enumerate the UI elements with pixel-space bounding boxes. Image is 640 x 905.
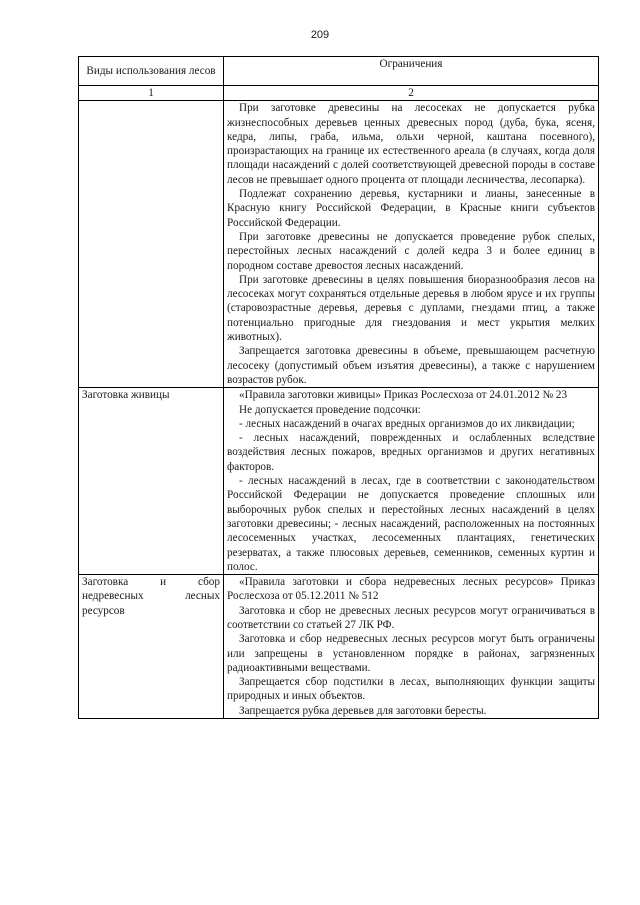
restriction-paragraph: Запрещается сбор подстилки в лесах, выполняющих функции защиты природных и иных объектов.: [227, 676, 595, 703]
forest-use-type: Заготовка живицы: [79, 388, 224, 575]
restriction-paragraph: - лесных насаждений в очагах вредных организмов до их ликвидации;: [239, 417, 575, 430]
restriction-paragraph: Запрещается рубка деревьев для заготовки бересты.: [239, 704, 487, 717]
restriction-paragraph: При заготовке древесины в целях повышения биоразнообразия лесов на лесосеках могут сохраняться отдельные деревья в любом ярусе и их группы (старовозрастные деревья, деревья с дуплами, гнездами птиц, а также потенциально пригодные для гнездования и мест укрытия мелких животных).: [227, 273, 595, 344]
table-row: [79, 388, 599, 575]
restriction-paragraph: При заготовке древесины на лесосеках не допускается рубка жизнеспособных деревьев ценных древесных пород (дуба, бука, ясеня, кедра, липы, граба, ильма, ольхи черной, каштана посевного), произрастающих на границе их естественного ареала (в случаях, когда доля площади насаждений с долей соответствующей древесной породы в составе лесов не превышает одного процента от площади лесничества, лесопарка).: [227, 102, 595, 186]
restriction-paragraph: «Правила заготовки и сбора недревесных лесных ресурсов» Приказ Рослесхоза от 05.12.2011 № 512: [227, 576, 595, 603]
column-number-row: [79, 86, 599, 101]
header-restrictions: Ограничения: [224, 57, 599, 86]
restriction-paragraph: Заготовка и сбор недревесных лесных ресурсов могут быть ограничены или запрещены в установленном порядке в районах, загрязненных радиоактивными веществами.: [227, 633, 595, 674]
restriction-paragraph: При заготовке древесины не допускается проведение рубок спелых, перестойных лесных насаждений с долей кедра 3 и более единиц в породном составе древостоя лесных насаждений.: [227, 230, 595, 272]
restriction-paragraph: - лесных насаждений в лесах, где в соответствии с законодательством Российской Федерации не допускается проведение сплошных или выборочных рубок спелых и перестойных лесных насаждений в целях заготовки древесины; - лесных насаждений, расположенных на постоянных лесосеменных участках, лесосеменных плантациях, генетических резерватах, а также плюсовых деревьев, семенников, семенных куртин и полос.: [227, 475, 595, 573]
column-number-1: 1: [79, 86, 224, 101]
restrictions-table: [78, 56, 599, 719]
restriction-paragraph: «Правила заготовки живицы» Приказ Рослесхоза от 24.01.2012 № 23: [239, 389, 568, 402]
forest-use-type: [79, 101, 224, 388]
restriction-paragraph: Подлежат сохранению деревья, кустарники и лианы, занесенные в Красную книгу Российской Федерации, в Красные книги субъектов Российской Федерации.: [227, 188, 595, 229]
forest-use-type: Заготовка и сбор недревесных лесных ресурсов: [79, 575, 224, 719]
restrictions-cell: [224, 575, 599, 719]
header-forest-use: Виды использования лесов: [79, 57, 224, 86]
restriction-paragraph: Заготовка и сбор не древесных лесных ресурсов могут ограничиваться в соответствии со статьей 27 ЛК РФ.: [227, 604, 595, 631]
table-row: [79, 575, 599, 719]
restriction-paragraph: Запрещается заготовка древесины в объеме, превышающем расчетную лесосеку (допустимый объем изъятия древесины), а также с нарушением возрастов рубок.: [227, 345, 595, 386]
page-number: 209: [310, 29, 330, 41]
table-header-row: [79, 57, 599, 86]
column-number-2: 2: [224, 86, 599, 101]
restriction-paragraph: Не допускается проведение подсочки:: [239, 403, 421, 416]
restrictions-cell: [224, 101, 599, 388]
restrictions-cell: [224, 388, 599, 575]
table-row: [79, 101, 599, 388]
restriction-paragraph: - лесных насаждений, поврежденных и ослабленных вследствие воздействия лесных пожаров, вредных организмов и других негативных факторов.: [227, 432, 595, 473]
